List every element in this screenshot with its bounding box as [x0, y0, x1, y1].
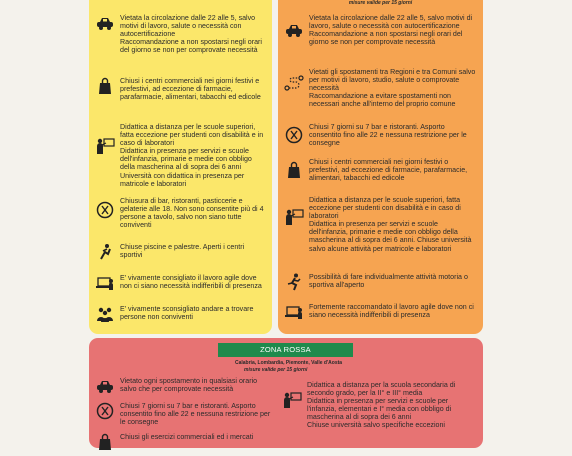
red-zone-title: ZONA ROSSA: [218, 343, 353, 357]
swimmer-icon: [95, 243, 115, 261]
yellow-item-text: Chiusi i centri commerciali nei giorni festivi e prefestivi, ad eccezione di farmacie, parafarmacie, alimentari, tabacchi ed edicole: [120, 77, 261, 102]
shopping-bag-icon: [284, 161, 304, 179]
shopping-bag-icon: [95, 433, 115, 451]
car-icon: [95, 377, 115, 395]
orange-validity: misure valide per 15 giorni: [348, 0, 413, 6]
yellow-item-text: E' vivamente sconsigliato andare a trovare persone non conviventi: [120, 305, 254, 322]
red-item-text: Chiusi gli esercizi commerciali ed i mercati: [120, 433, 254, 441]
orange-item-text: Chiusi i centri commerciali nei giorni festivi o prefestivi, ad eccezione di farmacie, parafarmacie, alimentari, tabacchi ed edicole: [309, 158, 468, 183]
red-zone-panel: [89, 338, 483, 448]
red-item-text: Vietato ogni spostamento in qualsiasi orario salvo che per comprovate necessità: [120, 377, 258, 394]
yellow-item-text: E' vivamente consigliato il lavoro agile dove non ci siano necessità indifferibili di presenza: [120, 274, 262, 291]
no-restaurant-icon: [284, 126, 304, 144]
yellow-item-text: Didattica a distanza per le scuole superiori, fatta eccezione per studenti con disabilità e in caso di laboratori Didattica in presenza per servizi e scuole dell'infanzia, primarie e medie con obbligo della mascherina al di sopra dei 6 anni Università con didattica in presenza per matricole e laboratori: [120, 123, 264, 188]
group-icon: [95, 305, 115, 323]
laptop-work-icon: [284, 303, 304, 321]
no-restaurant-icon: [95, 201, 115, 219]
orange-item-text: Possibilità di fare individualmente attività motoria o sportiva all'aperto: [309, 273, 468, 290]
red-zone-regions: Calabria, Lombardia, Piemonte, Valle d'Aosta: [235, 360, 343, 366]
orange-item-text: Fortemente raccomandato il lavoro agile dove non ci siano necessità indifferibili di presenza: [309, 303, 474, 320]
orange-item-text: Chiusi 7 giorni su 7 bar e ristoranti. Asporto consentito fino alle 22 e nessuna restrizione per le consegne: [309, 123, 467, 148]
runner-icon: [284, 273, 304, 291]
car-icon: [284, 21, 304, 39]
red-item-text: Chiusi 7 giorni su 7 bar e ristoranti. Asporto consentito fino alle 22 e nessuna restrizione per le consegne: [120, 402, 271, 427]
teacher-icon: [95, 137, 115, 155]
yellow-item-text: Vietata la circolazione dalle 22 alle 5, salvo motivi di lavoro, salute o necessità con autocertificazione Raccomandazione a non spostarsi negli orari del giorno se non per comprovate necessità: [120, 14, 262, 55]
teacher-icon: [284, 208, 304, 226]
orange-item-text: Vietata la circolazione dalle 22 alle 5, salvo motivi di lavoro, salute o necessità con autocertificazione Raccomandazione a non spostarsi negli orari del giorno se non per comprovate necessità: [309, 14, 473, 47]
yellow-zone-panel: [89, 0, 272, 334]
no-restaurant-icon: [95, 402, 115, 420]
yellow-item-text: Chiusura di bar, ristoranti, pasticcerie e gelaterie alle 18. Non sono consentite più di 4 persone a tavolo, salvo non siano tutte conviventi: [120, 197, 264, 230]
orange-item-text: Vietati gli spostamenti tra Regioni e tra Comuni salvo per motivi di lavoro, studio, salute o comprovate necessità Raccomandazione a evitare spostamenti non necessari anche all'interno del proprio comune: [309, 68, 476, 109]
shopping-bag-icon: [95, 77, 115, 95]
orange-item-text: Didattica a distanza per le scuole superiori, fatta eccezione per studenti con disabilità e in caso di laboratori Didattica in presenza per servizi e scuole dell'infanzia, primarie e medie con obbligo della mascherina al di sopra dei 6 anni. Chiuse università salvo alcune attività per matricole e laboratori: [309, 196, 472, 253]
red-zone-validity: misure valide per 15 giorni: [244, 367, 308, 373]
yellow-item-text: Chiuse piscine e palestre. Aperti i centri sportivi: [120, 243, 245, 260]
car-icon: [95, 14, 115, 32]
laptop-work-icon: [95, 274, 115, 292]
red-item-text: Didattica a distanza per la scuola secondaria di secondo grado, per la II° e III° media Didattica in presenza per servizi e scuole per l'infanzia, elementari e I° media con obbligo di mascherina al di sopra dei 6 anni Chiuse università salvo specifiche eccezioni: [307, 381, 456, 430]
route-icon: [284, 74, 304, 92]
teacher-icon: [282, 391, 302, 409]
orange-zone-panel: [278, 0, 483, 334]
